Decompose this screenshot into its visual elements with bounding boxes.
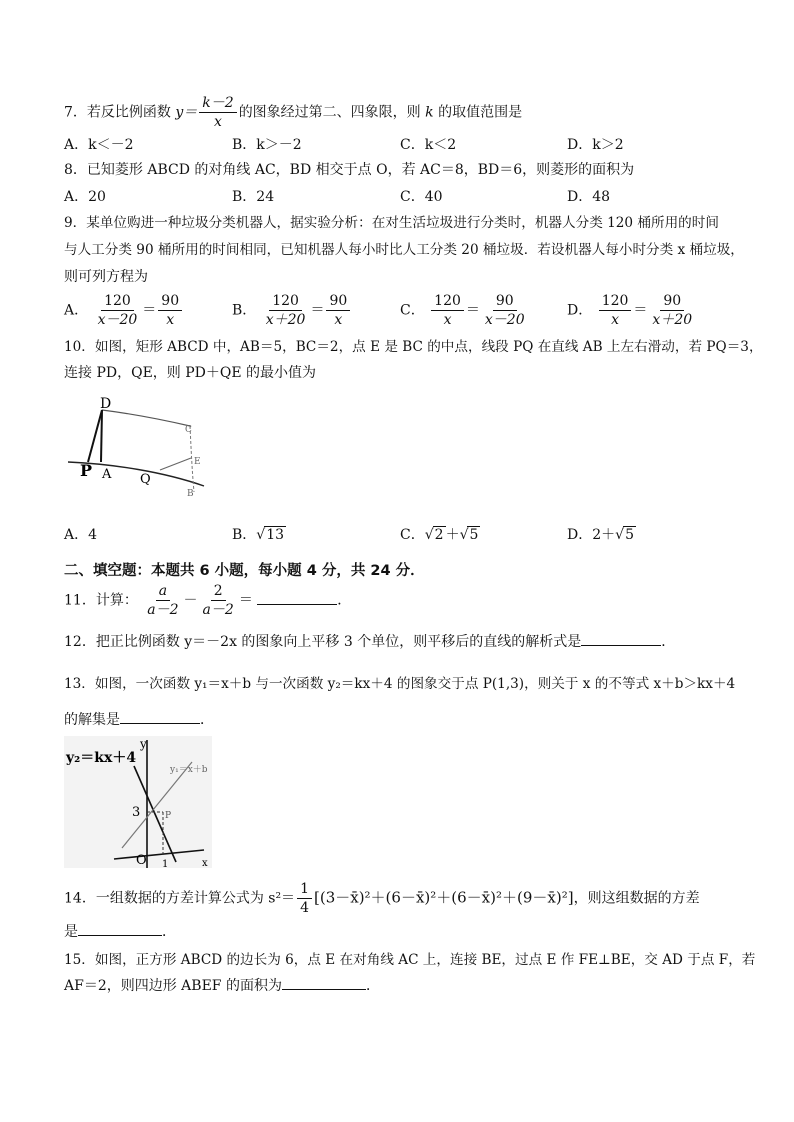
q7-text-post: 的图象经过第二、四象限，则 — [238, 104, 421, 121]
q13-label-y-axis: y — [140, 737, 147, 751]
q13-answer-blank[interactable] — [120, 723, 200, 724]
q13-label-three: 3 — [132, 805, 141, 820]
question-12: 12．把正比例函数 y＝－2x 的图象向上平移 3 个单位，则平移后的直线的解析式是 ． — [64, 634, 676, 650]
q7-text-pre: 7．若反比例函数 — [64, 104, 171, 121]
q10-option-c[interactable]: C．√2 ＋√5 — [400, 527, 479, 543]
q14-line-1: 14．一组数据的方差计算公式为 s²＝ $\frac{1}{4}$ [(3－x̄)²＋(6－x̄)²＋(6－x̄)²＋(9－x̄)²]，则这组数据的方差 — [64, 881, 700, 916]
q7-var: k — [425, 104, 434, 121]
q10-label-b: B — [187, 489, 194, 499]
q9-option-c[interactable]: C． $\frac{120}{x}$ ＝ $\frac{90}{x-20}$ — [400, 293, 525, 328]
section-2-title: 二、填空题：本题共 6 小题，每小题 4 分，共 24 分． — [64, 563, 425, 579]
q10-label-d: D — [100, 396, 112, 412]
q15-line-1: 15．如图，正方形 ABCD 的边长为 6，点 E 在对角线 AC 上，连接 BE，过点 E 作 FE⊥BE，交 AD 于点 F，若 — [64, 952, 756, 968]
q12-answer-blank[interactable] — [581, 645, 661, 646]
question-11: 11．计算： $\frac{a}{a-2}$ － $\frac{2}{a-2}$ ＝ ． — [64, 583, 352, 618]
q9-line-3: 则可列方程为 — [64, 269, 148, 285]
q15-answer-blank[interactable] — [282, 989, 366, 990]
q8-option-d[interactable]: D．48 — [567, 189, 611, 205]
q14-line-2: 是 ． — [64, 924, 176, 940]
q9-option-d[interactable]: D． $\frac{120}{x}$ ＝ $\frac{90}{x+20}$ — [567, 293, 693, 328]
q13-line-2: 的解集是 ． — [64, 712, 214, 728]
q10-figure — [64, 392, 214, 504]
q7-option-b[interactable]: B．k＞－2 — [232, 137, 302, 153]
q10-label-c: C — [185, 425, 192, 435]
q13-label-p: P — [165, 811, 172, 821]
q10-label-q: Q — [140, 472, 151, 487]
q13-figure — [64, 736, 212, 868]
q10-label-e: E — [194, 457, 201, 467]
q9-line-1: 9．某单位购进一种垃圾分类机器人，据实验分析：在对生活垃圾进行分类时，机器人分类 120 桶所用的时间 — [64, 215, 719, 231]
q10-option-a[interactable]: A．4 — [64, 527, 98, 543]
q7-fraction: $\frac{k-2}{x}$ — [199, 94, 236, 131]
q13-label-o: O — [136, 853, 147, 868]
q8-option-c[interactable]: C．40 — [400, 189, 443, 205]
q9-option-a[interactable]: A． $\frac{120}{x-20}$ ＝ $\frac{90}{x}$ — [64, 292, 184, 329]
q7-option-d[interactable]: D．k＞2 — [567, 137, 624, 153]
q7-func-lhs: y＝ — [175, 104, 198, 121]
q7-text-end: 的取值范围是 — [438, 104, 523, 121]
q9-line-2: 与人工分类 90 桶所用的时间相同，已知机器人每小时比人工分类 20 桶垃圾．若设机器人每小时分类 x 桶垃圾， — [64, 242, 744, 258]
q10-segment-pd — [88, 410, 102, 462]
q10-segment-qe — [160, 458, 191, 470]
q13-line-1: 13．如图，一次函数 y₁＝x＋b 与一次函数 y₂＝kx＋4 的图象交于点 P(1,3)，则关于 x 的不等式 x＋b＞kx＋4 — [64, 676, 736, 692]
q8-option-b[interactable]: B．24 — [232, 189, 275, 205]
q10-label-p: P — [80, 461, 93, 480]
question-7 — [64, 94, 522, 131]
q14-answer-blank[interactable] — [78, 935, 162, 936]
q10-option-b[interactable]: B．√13 — [232, 527, 285, 543]
q10-line-2: 连接 PD，QE，则 PD＋QE 的最小值为 — [64, 365, 317, 381]
q10-label-a: A — [102, 467, 112, 482]
q13-label-y2: y₂＝kx＋4 — [66, 750, 137, 766]
q8-option-a[interactable]: A．20 — [64, 189, 106, 205]
q11-answer-blank[interactable] — [257, 604, 337, 605]
q10-segment-ad — [101, 410, 102, 462]
q10-edge-dc — [102, 410, 190, 426]
question-8: 8．已知菱形 ABCD 的对角线 AC，BD 相交于点 O，若 AC＝8，BD＝6，则菱形的面积为 — [64, 162, 635, 178]
q9-option-b[interactable]: B． $\frac{120}{x+20}$ ＝ $\frac{90}{x}$ — [232, 292, 352, 329]
q13-label-y1: y₁＝x＋b — [170, 765, 208, 775]
q7-option-c[interactable]: C．k＜2 — [400, 137, 457, 153]
q13-label-one: 1 — [162, 859, 169, 868]
q7-option-a[interactable]: A．k＜－2 — [64, 137, 134, 153]
q10-line-1: 10．如图，矩形 ABCD 中，AB＝5，BC＝2，点 E 是 BC 的中点，线段 PQ 在直线 AB 上左右滑动，若 PQ＝3， — [64, 339, 763, 355]
q10-option-d[interactable]: D．2＋√5 — [567, 527, 634, 543]
q13-label-x-axis: x — [202, 858, 208, 868]
q15-line-2: AF＝2，则四边形 ABEF 的面积为 ． — [64, 978, 380, 994]
